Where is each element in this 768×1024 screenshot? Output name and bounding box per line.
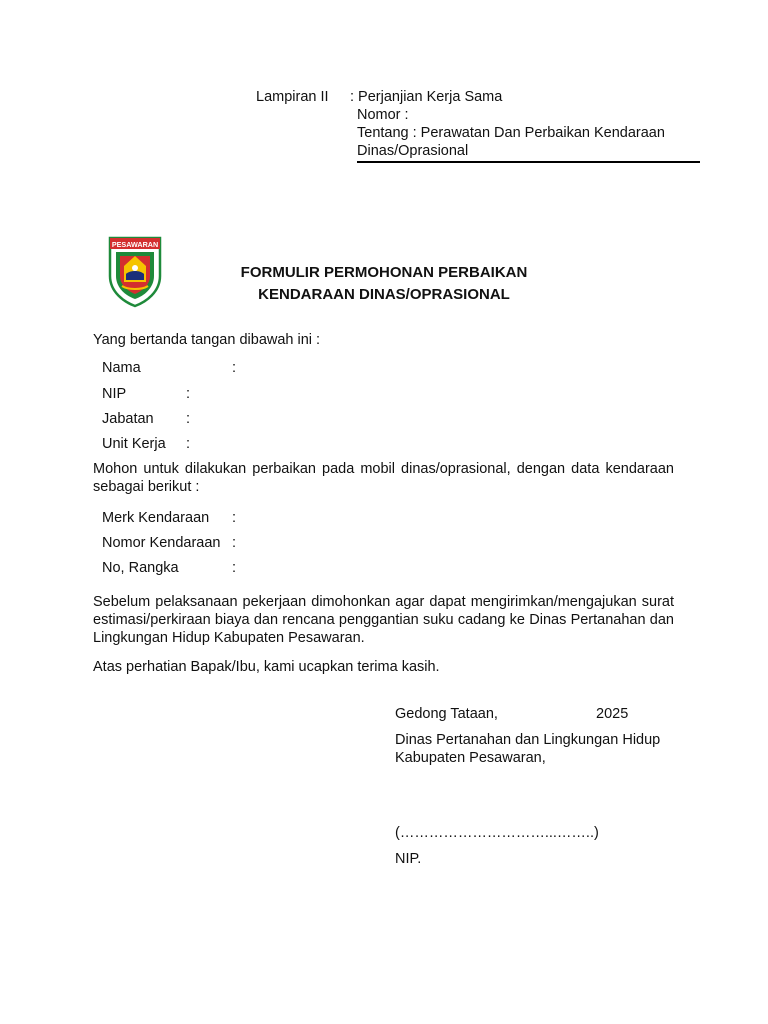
lampiran-nomor: Nomor :: [357, 107, 409, 123]
field-label-merk: Merk Kendaraan: [102, 510, 210, 526]
signature-name-placeholder: (…………………………...……..): [395, 825, 599, 841]
request-paragraph: Mohon untuk dilakukan perbaikan pada mobil dinas/oprasional, dengan data kendaraan sebagai berikut :: [93, 461, 674, 495]
field-colon-jabatan: :: [186, 411, 191, 427]
field-label-nama: Nama: [102, 360, 141, 376]
signature-place: Gedong Tataan,: [395, 706, 498, 722]
field-colon-rangka: :: [232, 560, 237, 576]
signature-office-line1: Dinas Pertanahan dan Lingkungan Hidup: [395, 732, 661, 748]
field-label-nip: NIP: [102, 386, 127, 402]
lampiran-tentang-cont: Dinas/Oprasional: [357, 143, 469, 159]
form-title-line1: FORMULIR PERMOHONAN PERBAIKAN: [240, 264, 528, 281]
signature-office-line2: Kabupaten Pesawaran,: [395, 750, 546, 766]
estimation-paragraph: Sebelum pelaksanaan pekerjaan dimohonkan agar dapat mengirimkan/mengajukan surat estimasi/perkiraan biaya dan rencana penggantian suku cadang ke Dinas Pertanahan dan Lingkungan Hidup Kabupaten Pesawaran.: [93, 594, 674, 646]
intro-text: Yang bertanda tangan dibawah ini :: [93, 332, 321, 348]
closing-text: Atas perhatian Bapak/Ibu, kami ucapkan terima kasih.: [93, 659, 440, 675]
field-colon-merk: :: [232, 510, 237, 526]
signature-year: 2025: [596, 706, 629, 722]
emblem-text: PESAWARAN: [111, 240, 159, 249]
lampiran-tentang: Tentang : Perawatan Dan Perbaikan Kendaraan: [357, 125, 665, 141]
field-colon-nama: :: [232, 360, 237, 376]
field-colon-nomor-kendaraan: :: [232, 535, 237, 551]
field-label-jabatan: Jabatan: [102, 411, 154, 427]
field-colon-nip: :: [186, 386, 191, 402]
field-label-nomor-kendaraan: Nomor Kendaraan: [102, 535, 221, 551]
signature-nip-label: NIP.: [395, 851, 422, 867]
lampiran-subject: : Perjanjian Kerja Sama: [350, 89, 503, 105]
pesawaran-emblem-icon: [108, 236, 162, 308]
form-title-line2: KENDARAAN DINAS/OPRASIONAL: [258, 286, 510, 303]
header-divider: [357, 161, 700, 163]
field-label-rangka: No, Rangka: [102, 560, 179, 576]
lampiran-label: Lampiran II: [256, 89, 329, 105]
field-colon-unit-kerja: :: [186, 436, 191, 452]
field-label-unit-kerja: Unit Kerja: [102, 436, 166, 452]
